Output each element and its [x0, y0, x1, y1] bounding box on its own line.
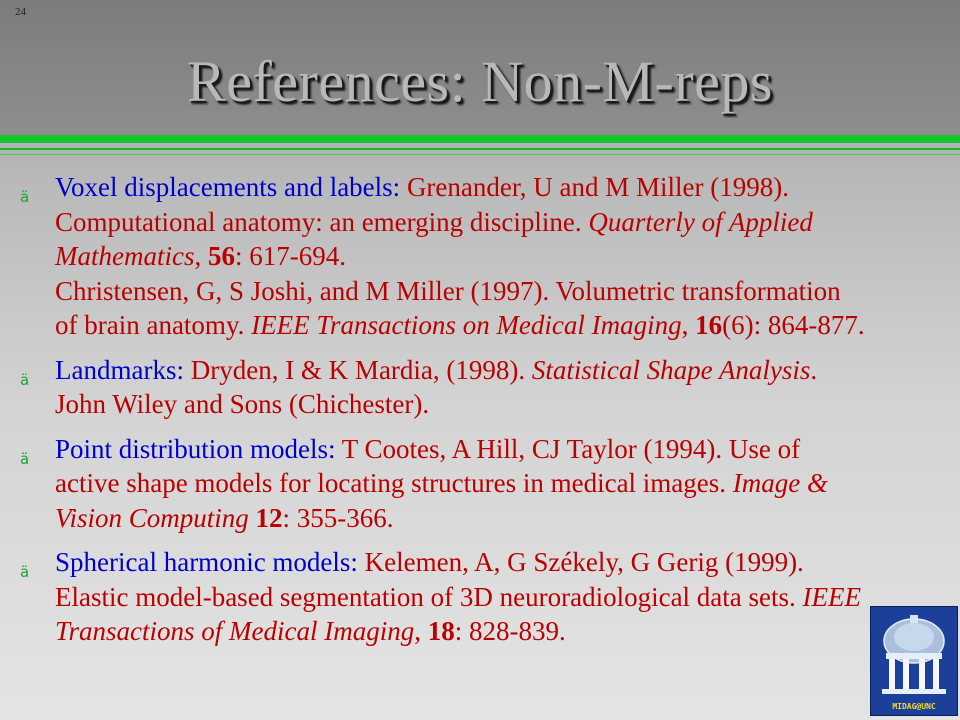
reference-citation: T Cootes, A Hill, CJ Taylor (1994). Use of active shape models for locating structures in medical images. Image & Vision Computing 12: 355-366. — [55, 433, 829, 533]
header-divider — [0, 148, 960, 150]
book-title: Statistical Shape Analysis — [531, 354, 811, 385]
bullet-icon: ä — [20, 188, 30, 206]
journal-title: IEEE Transactions of Medical Imaging — [55, 581, 862, 646]
reference-citation: Christensen, G, S Joshi, and M Miller (1997). Volumetric transformation of brain anatomy. IEEE Transactions on Medical Imaging, 16(6): 864-877. — [55, 275, 865, 340]
references-list — [20, 170, 865, 659]
reference-citation: Dryden, I & K Mardia, (1998). Statistical Shape Analysis. John Wiley and Sons (Chichester). — [55, 354, 818, 419]
slide-title: References: Non-M-reps — [187, 49, 773, 114]
reference-topic: Point distribution models: — [55, 433, 336, 464]
volume-number: 16 — [695, 310, 723, 340]
journal-title: Quarterly of Applied Mathematics — [55, 206, 813, 271]
journal-title: Image & Vision Computing — [55, 468, 829, 533]
reference-item — [20, 432, 865, 536]
slide-header — [0, 0, 960, 135]
reference-item — [20, 353, 865, 422]
journal-title: IEEE Transactions on Medical Imaging — [251, 310, 682, 340]
bullet-icon: ä — [20, 563, 30, 581]
reference-item — [20, 545, 865, 649]
slide-number: 24 — [15, 6, 26, 18]
header-divider-thin — [0, 154, 960, 155]
volume-number: 18 — [427, 616, 455, 646]
logo-text: MIDAG@UNC — [892, 702, 936, 711]
midag-logo — [870, 606, 958, 716]
reference-citation: Kelemen, A, G Székely, G Gerig (1999). Elastic model-based segmentation of 3D neuroradiological data sets. IEEE Transactions of Medical Imaging, 18: 828-839. — [55, 547, 862, 646]
volume-number: 12 — [255, 502, 283, 533]
old-well-icon — [874, 611, 954, 699]
reference-item — [20, 170, 865, 343]
reference-topic: Landmarks: — [55, 354, 184, 385]
bullet-icon: ä — [20, 449, 30, 468]
volume-number: 56 — [207, 241, 235, 271]
reference-citation: Grenander, U and M Miller (1998). Computational anatomy: an emerging discipline. Quarterly of Applied Mathematics, 56: 617-694. — [55, 172, 813, 271]
reference-topic: Voxel displacements and labels: — [55, 172, 401, 202]
header-rule — [0, 135, 960, 143]
bullet-icon: ä — [20, 370, 30, 389]
reference-topic: Spherical harmonic models: — [55, 547, 358, 577]
